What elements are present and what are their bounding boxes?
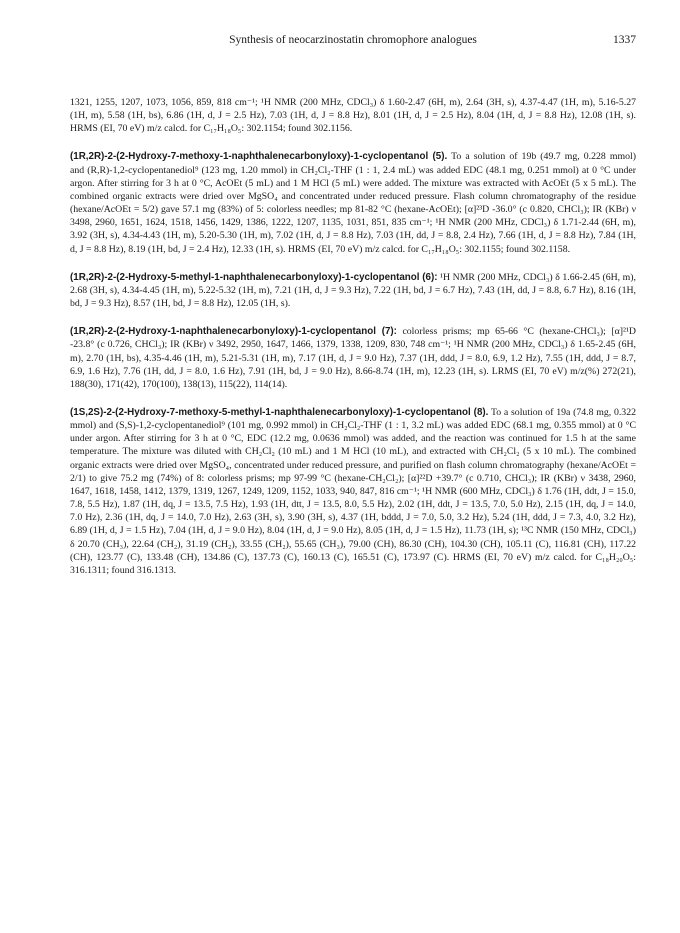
running-title: Synthesis of neocarzinostatin chromophore analogues — [229, 34, 477, 46]
page-number: 1337 — [613, 34, 636, 46]
paragraph-text: 1321, 1255, 1207, 1073, 1056, 859, 818 cm⁻¹; ¹H NMR (200 MHz, CDCl₃) δ 1.60-2.47 (6H, m), 2.64 (3H, s), 4.37-4.47 (1H, m), 5.16-5.27 (1H, m), 5.58 (1H, bs), 6.86 (1H, d, J = 2.5 Hz), 7.03 (1H, d, J = 8.8 Hz), 8.01 (1H, d, J = 2.5 Hz), 8.04 (1H, d, J = 8.8 Hz), 12.08 (1H, s). HRMS (EI, 70 eV) m/z calcd. for C₁₇H₁₈O₅: 302.1154; found 302.1156. — [70, 97, 636, 135]
compound-heading: (1S,2S)-2-(2-Hydroxy-7-methoxy-5-methyl-1-naphthalenecarbonyloxy)-1-cyclopentanol (8). — [70, 406, 489, 418]
compound-heading: (1R,2R)-2-(2-Hydroxy-7-methoxy-1-naphthalenecarbonyloxy)-1-cyclopentanol (5). — [70, 151, 448, 163]
paragraph-compound-7 — [70, 325, 636, 391]
paragraph-text: To a solution of 19a (74.8 mg, 0.322 mmol) and (S,S)-1,2-cyclopentanediol⁹ (101 mg, 0.992 mmol) in CH₂Cl₂-THF (1 : 1, 3.2 mL) was added EDC (68.1 mg, 0.355 mmol) at 0 °C under argon. After stirring for 3 h at 0 °C, EDC (12.2 mg, 0.0636 mmol) was added, and the reaction was continued for 1.5 h at the same temperature. The mixture was diluted with CH₂Cl₂ (10 mL) and 1 M HCl (10 mL), and extracted with CH₂Cl₂ (5 x 10 mL). The combined organic extracts were dried over MgSO₄, concentrated under reduced pressure, and purified on flash column chromatography (hexane/AcOEt = 2/1) to give 75.2 mg (74%) of 8: colorless prisms; mp 97-99 °C (hexane-CH₂Cl₂); [α]²²D +39.7° (c 0.710, CHCl₃); IR (KBr) ν 3438, 2960, 1647, 1618, 1458, 1412, 1379, 1319, 1267, 1249, 1209, 1152, 1033, 940, 847, 816 cm⁻¹; ¹H NMR (600 MHz, CDCl₃) δ 1.76 (1H, ddt, J = 15.0, 7.8, 5.5 Hz), 1.87 (1H, dq, J = 13.5, 7.5 Hz), 1.93 (1H, dtt, J = 13.5, 8.0, 5.5 Hz), 2.02 (1H, ddt, J = 13.5, 7.0, 5.0 Hz), 2.15 (1H, dq, J = 14.0, 7.0 Hz), 2.36 (1H, dq, J = 14.0, 7.0 Hz), 2.63 (3H, s), 3.90 (3H, s), 4.37 (1H, bddd, J = 7.0, 5.0, 3.2 Hz), 5.24 (1H, ddd, J = 7.3, 4.0, 3.2 Hz), 6.89 (1H, d, J = 1.5 Hz), 7.04 (1H, d, J = 9.0 Hz), 8.04 (1H, d, J = 9.0 Hz), 8.05 (1H, d, J = 1.5 Hz), 11.73 (1H, s); ¹³C NMR (150 MHz, CDCl₃) δ 20.70 (CH₃), 22.64 (CH₂), 31.19 (CH₂), 33.55 (CH₂), 55.65 (CH₃), 79.00 (CH), 86.30 (CH), 104.30 (CH), 105.11 (C), 116.81 (CH), 117.22 (CH), 123.77 (C), 133.48 (CH), 134.86 (C), 137.73 (C), 160.13 (C), 165.51 (C), 173.97 (C). HRMS (EI, 70 eV) m/z calcd. for C₁₈H₂₀O₅: 316.1311; found 316.1313. — [70, 406, 636, 576]
paragraph-text: To a solution of 19b (49.7 mg, 0.228 mmol) and (R,R)-1,2-cyclopentanediol⁹ (123 mg, 1.20 mmol) in CH₂Cl₂-THF (1 : 1, 2.4 mL) was added EDC (48.1 mg, 0.251 mmol) at 0 °C under argon. After stirring for 3 h at 0 °C, AcOEt (5 mL) and 1 M HCl (5 mL) were added. The mixture was extracted with AcOEt (5 x 5 mL). The combined organic extracts were dried over MgSO₄ and concentrated under reduced pressure. Flash column chromatography of the residue (hexane/AcOEt = 5/2) gave 57.1 mg (83%) of 5: colorless needles; mp 81-82 °C (hexane-AcOEt); [α]²³D -36.0° (c 0.820, CHCl₃); IR (KBr) ν 3498, 2960, 1651, 1624, 1518, 1456, 1429, 1386, 1222, 1207, 1135, 1031, 851, 835 cm⁻¹; ¹H NMR (200 MHz, CDCl₃) δ 1.71-2.44 (6H, m), 3.92 (3H, s), 4.34-4.43 (1H, m), 5.20-5.30 (1H, m), 7.02 (1H, d, J = 8.8 Hz), 7.03 (1H, dd, J = 8.8, 2.4 Hz), 7.66 (1H, d, J = 8.8 Hz), 7.84 (1H, d, J = 8.8 Hz), 8.19 (1H, bd, J = 2.4 Hz), 12.33 (1H, s). HRMS (EI, 70 eV) m/z calcd. for C₁₇H₁₈O₅: 302.1155; found 302.1158. — [70, 151, 636, 255]
running-header — [70, 34, 636, 50]
paragraph-compound-5 — [70, 150, 636, 255]
compound-heading: (1R,2R)-2-(2-Hydroxy-1-naphthalenecarbonyloxy)-1-cyclopentanol (7): — [70, 326, 397, 338]
paragraph-compound-6 — [70, 271, 636, 310]
paragraph-spectral-continuation — [70, 96, 636, 135]
paragraph-text: colorless prisms; mp 65-66 °C (hexane-CHCl₃); [α]²¹D -23.8° (c 0.726, CHCl₃); IR (KBr) ν 3492, 2950, 1647, 1466, 1379, 1338, 1209, 830, 748 cm⁻¹; ¹H NMR (200 MHz, CDCl₃) δ 1.65-2.45 (6H, m), 2.70 (1H, bs), 4.35-4.46 (1H, m), 5.21-5.31 (1H, m), 7.17 (1H, d, J = 9.0 Hz), 7.37 (1H, ddd, J = 8.0, 6.9, 1.2 Hz), 7.55 (1H, ddd, J = 8.7, 6.9, 1.6 Hz), 7.76 (1H, dd, J = 8.0, 1.6 Hz), 7.91 (1H, bd, J = 9.0 Hz), 8.66-8.74 (1H, m), 12.23 (1H, s). LRMS (EI, 70 eV) m/z(%) 272(21), 188(30), 171(42), 170(100), 138(13), 115(22), 114(14). — [70, 326, 636, 390]
page-body — [70, 96, 636, 592]
paragraph-compound-8 — [70, 406, 636, 577]
compound-heading: (1R,2R)-2-(2-Hydroxy-5-methyl-1-naphthalenecarbonyloxy)-1-cyclopentanol (6): — [70, 271, 438, 283]
paragraph-text: ¹H NMR (200 MHz, CDCl₃) δ 1.66-2.45 (6H, m), 2.68 (3H, s), 4.34-4.45 (1H, m), 5.22-5.32 (1H, m), 7.21 (1H, d, J = 9.3 Hz), 7.22 (1H, bd, J = 6.7 Hz), 7.43 (1H, dd, J = 8.8, 6.7 Hz), 8.16 (1H, bd, J = 9.3 Hz), 8.57 (1H, bd, J = 8.8 Hz), 12.05 (1H, s). — [70, 271, 637, 310]
